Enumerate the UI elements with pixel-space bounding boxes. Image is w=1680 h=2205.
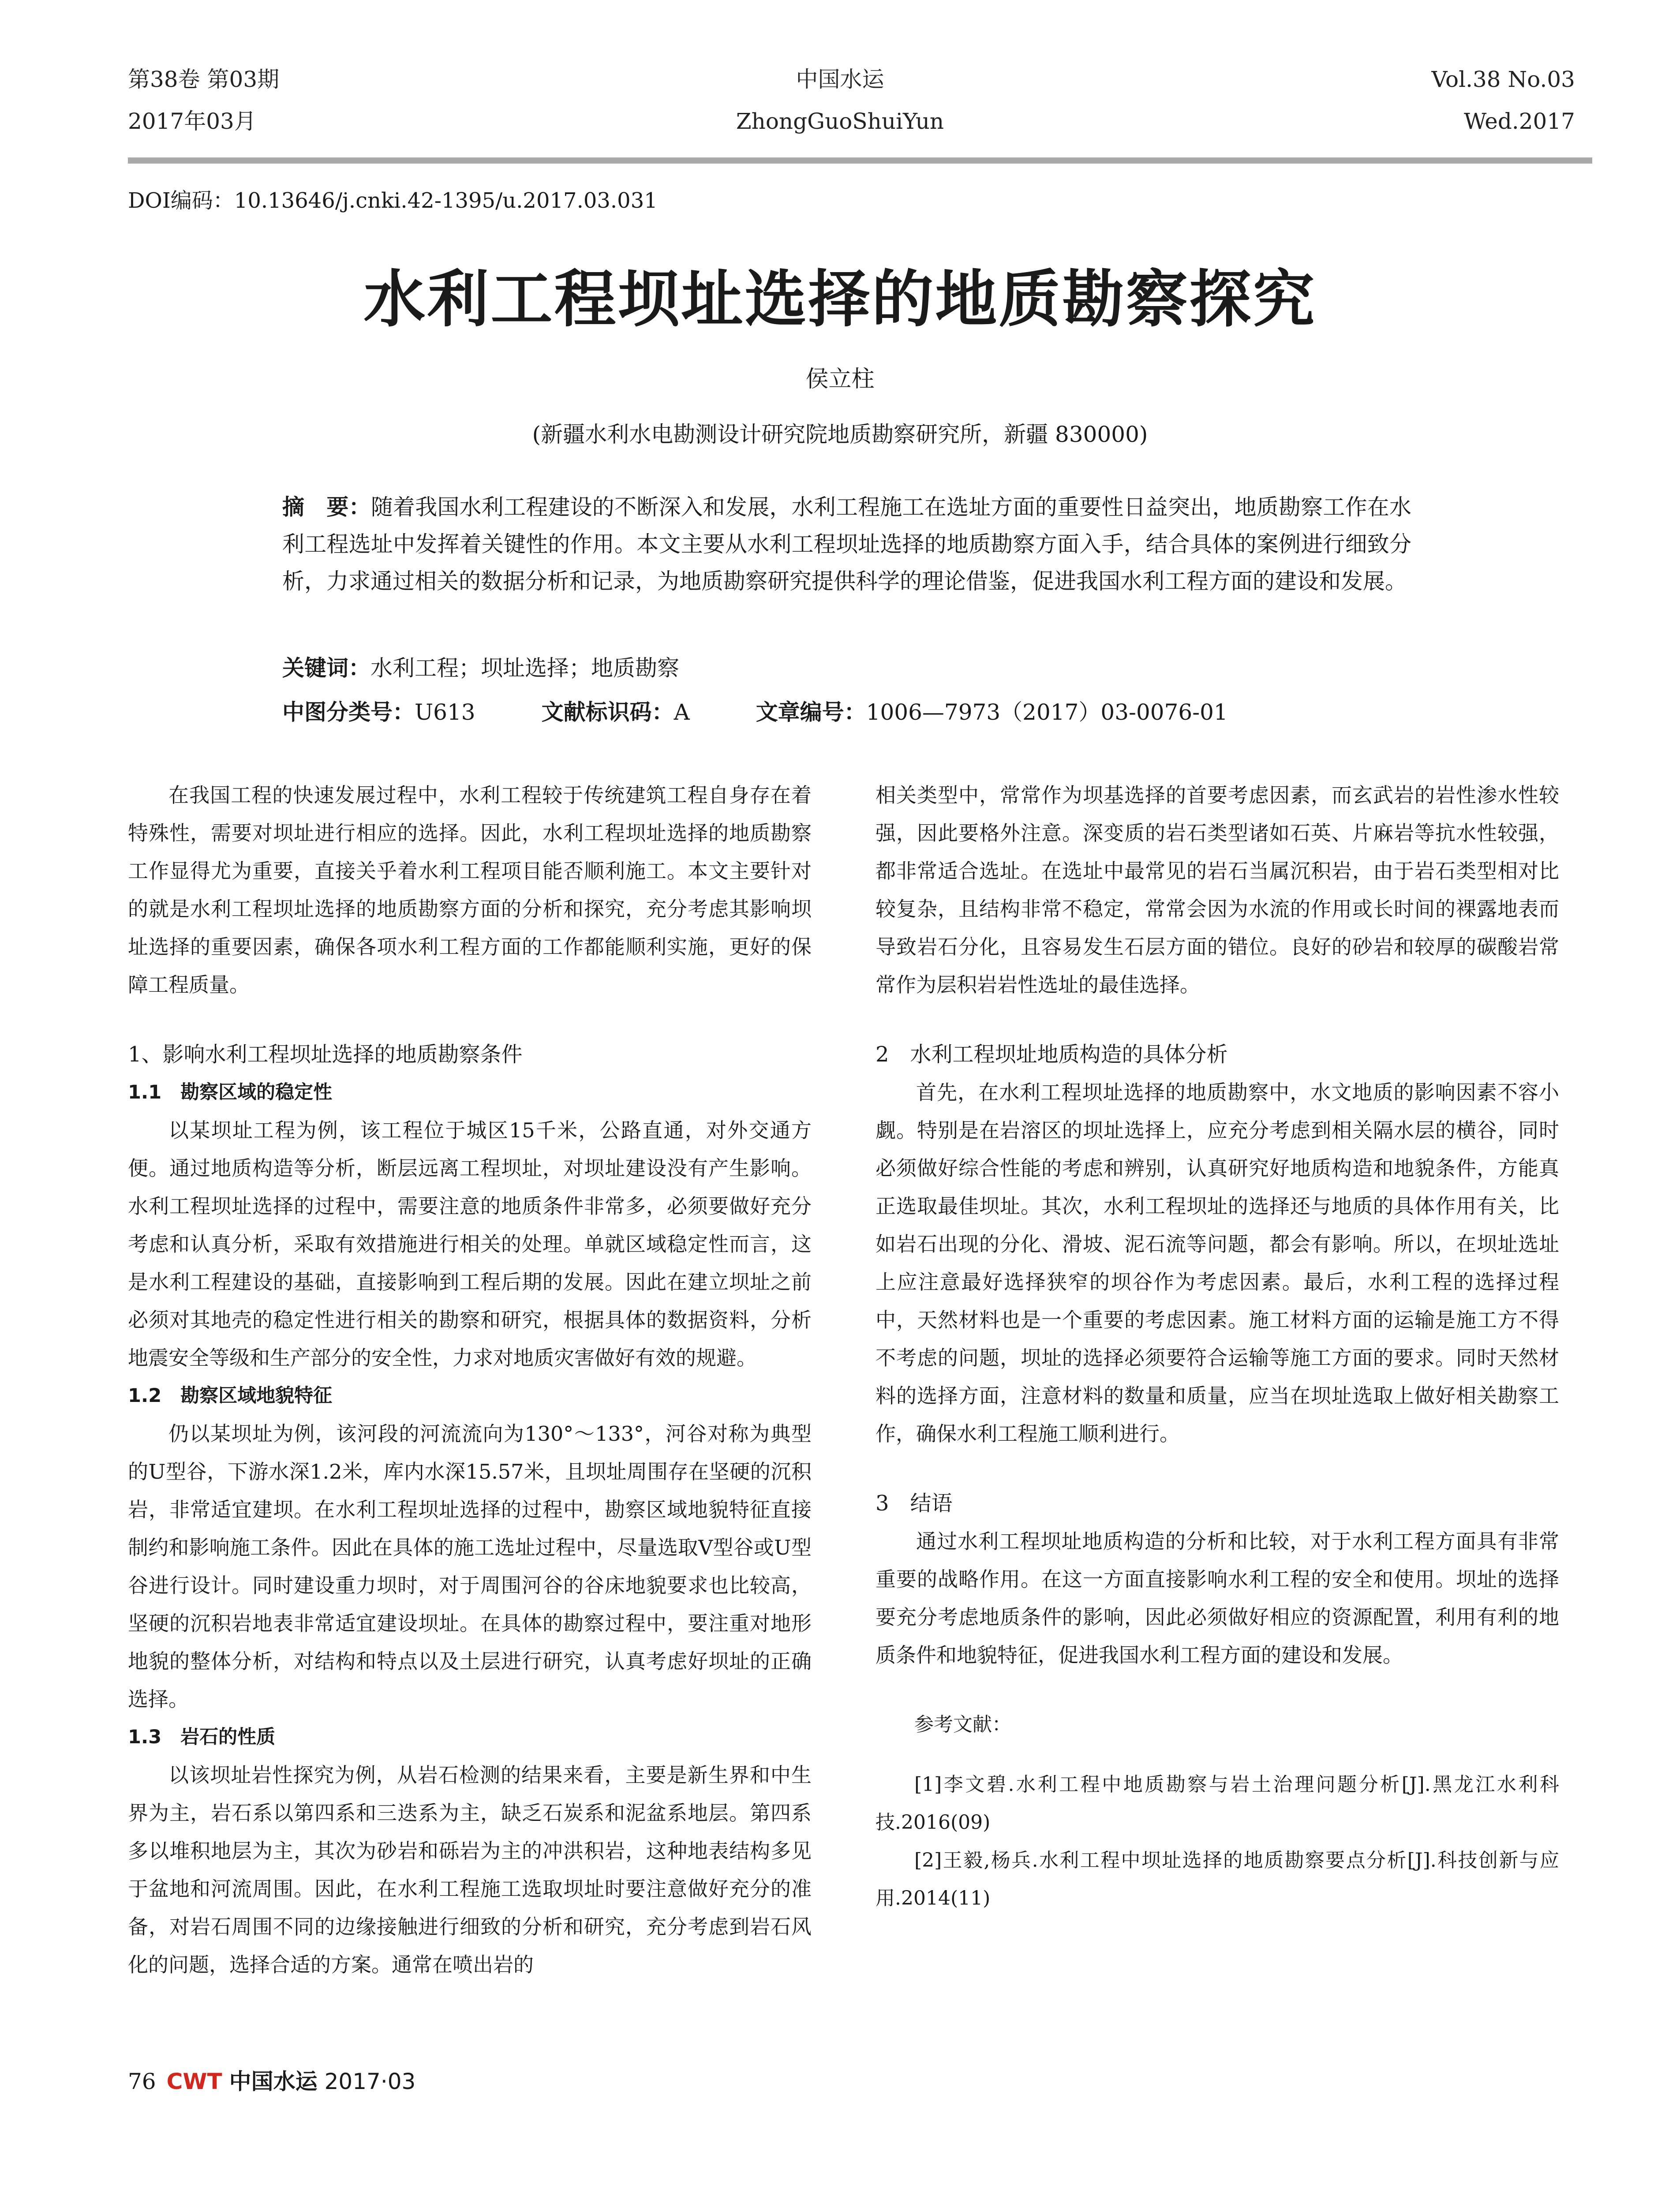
header-vol-no: Vol.38 No.03 [1431, 67, 1575, 92]
keywords-label: 关键词： [282, 655, 370, 681]
article-title: 水利工程坝址选择的地质勘察探究 [363, 264, 1317, 336]
article-number-label: 文章编号： [756, 699, 866, 725]
header-journal-pinyin: ZhongGuoShuiYun [736, 108, 944, 134]
section-3-text: 通过水利工程坝址地质构造的分析和比较，对于水利工程方面具有非常重要的战略作用。在这一方面直接影响水利工程的安全和使用。坝址的选择要充分考虑地质条件的影响，因此必须做好相应的资源配置，利用有利的地质条件和地貌特征，促进我国水利工程方面的建设和发展。 [876, 1529, 1559, 1667]
section-1-2-text: 仍以某坝址为例，该河段的河流流向为130°～133°，河谷对称为典型的U型谷，下游水深1.2米，库内水深15.57米，且坝址周围存在坚硬的沉积岩，非常适宜建坝。在水利工程坝址选择的过程中，勘察区域地貌特征直接制约和影响施工条件。因此在具体的施工选址过程中，尽量选取V型谷或U型谷进行设计。同时建设重力坝时，对于周围河谷的谷床地貌要求也比较高，坚硬的沉积岩地表非常适宜建设坝址。在具体的勘察过程中，要注重对地形地貌的整体分析，对结构和特点以及土层进行研究，认真考虑好坝址的正确选择。 [128, 1422, 812, 1711]
right-column [876, 776, 1559, 1917]
header-year: Wed.2017 [1463, 108, 1575, 134]
left-column [128, 776, 812, 1984]
reference-1: [1]李文碧.水利工程中地质勘察与岩土治理问题分析[J].黑龙江水利科技.2016(09) [876, 1773, 1559, 1834]
page-footer [128, 2068, 415, 2095]
classification-line [282, 699, 1429, 725]
header-volume-issue: 第38卷 第03期 [128, 67, 280, 92]
references-heading: 参考文献： [914, 1713, 1011, 1736]
footer-date: 2017·03 [324, 2069, 416, 2094]
header-journal-name: 中国水运 [796, 67, 884, 92]
reference-2: [2]王毅,杨兵.水利工程中坝址选择的地质勘察要点分析[J].科技创新与应用.2014(11) [876, 1849, 1559, 1910]
doc-code-label: 文献标识码： [541, 699, 674, 725]
keywords [282, 655, 679, 681]
section-1-heading: 1、影响水利工程坝址选择的地质勘察条件 [128, 1042, 523, 1067]
section-1-1-heading: 1.1 勘察区域的稳定性 [128, 1081, 333, 1103]
section-2-text: 首先，在水利工程坝址选择的地质勘察中，水文地质的影响因素不容小觑。特别是在岩溶区的坝址选择上，应充分考虑到相关隔水层的横谷，同时必须做好综合性能的考虑和辨别，认真研究好地质构造和地貌条件，方能真正选取最佳坝址。其次，水利工程坝址的选择还与地质的具体作用有关，比如岩石出现的分化、滑坡、泥石流等问题，都会有影响。所以，在坝址选址上应注意最好选择狭窄的坝谷作为考虑因素。最后，水利工程的选择过程中，天然材料也是一个重要的考虑因素。施工材料方面的运输是施工方不得不考虑的问题，坝址的选择必须要符合运输等施工方面的要求。同时天然材料的选择方面，注意材料的数量和质量，应当在坝址选取上做好相关勘察工作，确保水利工程施工顺利进行。 [876, 1080, 1559, 1446]
abstract-label: 摘 要： [282, 494, 371, 520]
article-number-value: 1006—7973（2017）03-0076-01 [866, 699, 1228, 725]
intro-paragraph: 在我国工程的快速发展过程中，水利工程较于传统建筑工程自身存在着特殊性，需要对坝址进行相应的选择。因此，水利工程坝址选择的地质勘察工作显得尤为重要，直接关乎着水利工程项目能否顺利施工。本文主要针对的就是水利工程坝址选择的地质勘察方面的分析和探究，充分考虑其影响坝址选择的重要因素，确保各项水利工程方面的工作都能顺利实施，更好的保障工程质量。 [128, 783, 812, 997]
section-2-heading: 2 水利工程坝址地质构造的具体分析 [876, 1042, 1228, 1067]
section-1-3-continued: 相关类型中，常常作为坝基选择的首要考虑因素，而玄武岩的岩性渗水性较强，因此要格外注意。深变质的岩石类型诸如石英、片麻岩等抗水性较强，都非常适合选址。在选址中最常见的岩石当属沉积岩，由于岩石类型相对比较复杂，且结构非常不稳定，常常会因为水流的作用或长时间的裸露地表而导致岩石分化，且容易发生石层方面的错位。良好的砂岩和较厚的碳酸岩常常作为层积岩岩性选址的最佳选择。 [876, 783, 1559, 997]
doc-code-value: A [673, 699, 690, 725]
header-date: 2017年03月 [128, 108, 256, 134]
cwt-logo: CWT [166, 2069, 222, 2094]
clc-value: U613 [415, 699, 475, 725]
abstract [282, 489, 1411, 600]
section-1-3-text: 以该坝址岩性探究为例，从岩石检测的结果来看，主要是新生界和中生界为主，岩石系以第四系和三迭系为主，缺乏石炭系和泥盆系地层。第四系多以堆积地层为主，其次为砂岩和砾岩为主的冲洪积岩，这种地表结构多见于盆地和河流周围。因此，在水利工程施工选取坝址时要注意做好充分的准备，对岩石周围不同的边缘接触进行细致的分析和研究，充分考虑到岩石风化的问题，选择合适的方案。通常在喷出岩的 [128, 1763, 812, 1977]
author-name: 侯立柱 [805, 366, 875, 392]
keywords-text: 水利工程；坝址选择；地质勘察 [370, 655, 679, 681]
section-1-3-heading: 1.3 岩石的性质 [128, 1726, 276, 1748]
section-1-1-text: 以某坝址工程为例，该工程位于城区15千米，公路直通，对外交通方便。通过地质构造等分析，断层远离工程坝址，对坝址建设没有产生影响。水利工程坝址选择的过程中，需要注意的地质条件非常多，必须要做好充分考虑和认真分析，采取有效措施进行相关的处理。单就区域稳定性而言，这是水利工程建设的基础，直接影响到工程后期的发展。因此在建立坝址之前必须对其地壳的稳定性进行相关的勘察和研究，根据具体的数据资料，分析地震安全等级和生产部分的安全性，力求对地质灾害做好有效的规避。 [128, 1118, 812, 1370]
doi-code: DOI编码：10.13646/j.cnki.42-1395/u.2017.03.031 [128, 188, 658, 213]
abstract-text: 随着我国水利工程建设的不断深入和发展，水利工程施工在选址方面的重要性日益突出，地质勘察工作在水利工程选址中发挥着关键性的作用。本文主要从水利工程坝址选择的地质勘察方面入手，结合具体的案例进行细致分析，力求通过相关的数据分析和记录，为地质勘察研究提供科学的理论借鉴，促进我国水利工程方面的建设和发展。 [282, 494, 1412, 594]
section-3-heading: 3 结语 [876, 1491, 953, 1516]
section-1-2-heading: 1.2 勘察区域地貌特征 [128, 1385, 333, 1407]
page-number: 76 [128, 2069, 156, 2094]
clc-label: 中图分类号： [282, 699, 415, 725]
author-affiliation: (新疆水利水电勘测设计研究院地质勘察研究所，新疆 830000) [532, 422, 1148, 447]
footer-journal-name: 中国水运 [229, 2069, 318, 2094]
header-rule [128, 157, 1592, 164]
